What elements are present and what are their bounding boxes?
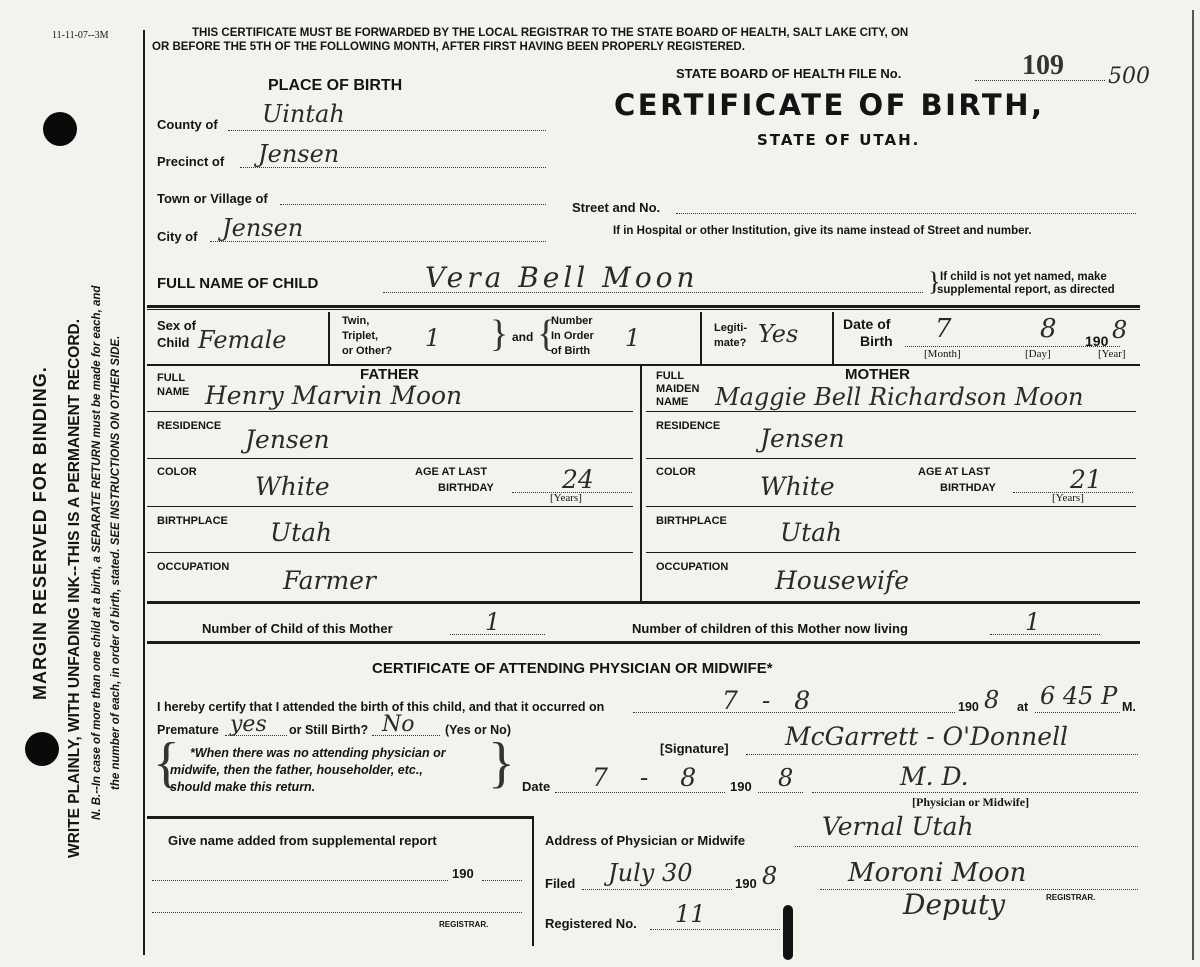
child-number-label: Number of Child of this Mother [202,621,393,636]
city-label: City of [157,229,198,244]
birth-day-label: [Day] [1025,348,1051,360]
father-occupation: Farmer [283,566,376,595]
mother-birthplace: Utah [780,518,843,547]
registered-label: Registered No. [545,916,637,931]
brace: } [928,267,941,296]
supplemental-heading: Give name added from supplemental report [168,833,437,848]
birth-date-label-2: Birth [860,333,893,349]
child-name-note-1: If child is not yet named, make [940,271,1107,283]
precinct-label: Precinct of [157,154,225,169]
father-name-label-1: FULL [157,372,186,384]
signature-date: 7 - 8 [592,763,709,792]
county-label: County of [157,117,218,132]
order-value: 1 [625,324,641,352]
binding-hole-top [43,112,77,146]
father-name-label-2: NAME [157,386,190,398]
mother-heading: MOTHER [845,366,910,383]
premature-label: Premature [157,723,219,737]
brace: { [153,732,180,794]
filed-date: July 30 [608,859,693,887]
birth-year: 8 [1112,316,1128,344]
stillbirth-label: or Still Birth? [289,723,369,737]
occurred-year-prefix: 190 [958,700,979,714]
attendant-note-3: should make this return. [170,780,316,794]
father-heading: FATHER [360,366,419,383]
margin-binding-text: MARGIN RESERVED FOR BINDING. [30,366,50,700]
brace: { [537,313,556,355]
city-value: Jensen [222,214,304,242]
signature-year: 8 [778,764,794,792]
margin-vertical-rule [143,30,145,955]
birth-year-label: [Year] [1098,348,1126,360]
premature-value: yes [230,712,267,737]
physician-title-label: [Physician or Midwife] [912,795,1030,809]
deputy-signature: Deputy [903,888,1006,921]
mother-years-label: [Years] [1052,492,1084,504]
mother-birthplace-label: BIRTHPLACE [656,515,727,527]
physician-heading: CERTIFICATE OF ATTENDING PHYSICIAN OR MIDWIFE* [372,660,773,677]
twin-label-2: Triplet, [342,330,379,342]
file-number-extra: 500 [1108,64,1150,89]
and-label: and [512,330,534,344]
physician-signature: McGarrett - O'Donnell [785,722,1069,751]
order-label-1: Number [551,315,593,327]
father-color: White [255,472,330,501]
filed-year: 8 [762,862,778,890]
county-value: Uintah [262,100,345,128]
father-color-label: COLOR [157,466,197,478]
yes-no-label: (Yes or No) [445,723,511,737]
birth-date-label-1: Date of [843,316,891,332]
brace: } [490,313,509,355]
binding-hole-bottom [25,732,59,766]
town-label: Town or Village of [157,191,268,206]
certify-text: I hereby certify that I attended the birth of this child, and that it occurred on [157,700,605,714]
twin-label-1: Twin, [342,315,370,327]
address-label: Address of Physician or Midwife [545,833,746,848]
signature-label: [Signature] [660,741,729,756]
forward-notice-2: OR BEFORE THE 5TH OF THE FOLLOWING MONTH, AFTER FIRST HAVING BEEN PROPERLY REGISTERED. [152,41,745,53]
mother-name-label-1: FULL [656,370,685,382]
legit-label-1: Legiti- [714,322,747,334]
mother-name-label-2: MAIDEN [656,383,700,395]
legit-value: Yes [758,320,799,348]
certificate-title: CERTIFICATE OF BIRTH, [614,88,1045,122]
mother-residence-label: RESIDENCE [656,420,721,432]
mother-age-label-1: AGE AT LAST [918,466,991,478]
place-of-birth-heading: PLACE OF BIRTH [268,77,403,94]
attendant-note-1: *When there was no attending physician or [190,746,446,760]
forward-notice-1: THIS CERTIFICATE MUST BE FORWARDED BY THE LOCAL REGISTRAR TO THE STATE BOARD OF HEALTH, SALT LAKE CITY, ON [192,27,909,39]
father-name: Henry Marvin Moon [205,381,463,410]
stillbirth-value: No [382,712,415,737]
sex-label-1: Sex of [157,318,197,333]
mother-occupation: Housewife [775,566,910,595]
meridiem-label: M. [1122,700,1136,714]
supplemental-registrar-label: REGISTRAR. [439,920,489,929]
mother-name: Maggie Bell Richardson Moon [715,383,1084,411]
mother-residence: Jensen [760,424,845,453]
children-living: 1 [1025,608,1041,636]
filed-year-prefix: 190 [735,876,757,891]
margin-nb-line1: N. B.--In case of more than one child at a birth, a SEPARATE RETURN must be made for each, and [91,285,103,820]
occurred-year: 8 [984,686,1000,714]
father-occupation-label: OCCUPATION [157,561,230,573]
birth-month: 7 [935,314,952,344]
father-residence: Jensen [245,425,330,454]
mother-name-label-3: NAME [656,396,689,408]
father-birthplace: Utah [270,518,333,547]
twin-label-3: or Other? [342,345,393,357]
precinct-value: Jensen [258,140,340,168]
father-age: 24 [562,465,594,494]
father-age-label-2: BIRTHDAY [438,482,494,494]
brace: } [488,732,515,794]
physician-title: M. D. [900,762,969,791]
sex-value: Female [198,326,287,354]
certificate-subtitle: STATE OF UTAH. [757,131,921,149]
father-years-label: [Years] [550,492,582,504]
child-name-label: FULL NAME OF CHILD [157,275,319,292]
mother-color-label: COLOR [656,466,696,478]
father-residence-label: RESIDENCE [157,420,222,432]
father-age-label-1: AGE AT LAST [415,466,488,478]
children-living-label: Number of children of this Mother now living [632,621,908,636]
child-name-note-2: supplemental report, as directed [937,284,1115,296]
birth-year-prefix: 190 [1085,333,1109,349]
physician-address: Vernal Utah [822,812,974,841]
legit-label-2: mate? [714,337,747,349]
date-label: Date [522,779,551,794]
occurred-time: 6 45 P [1040,682,1118,710]
file-number: 109 [1022,50,1064,81]
twin-value: 1 [425,324,441,352]
mother-age: 21 [1070,465,1102,494]
at-label: at [1017,700,1029,714]
sex-label-2: Child [157,335,190,350]
mother-age-label-2: BIRTHDAY [940,482,996,494]
form-code: 11-11-07--3M [52,30,109,41]
ink-mark [783,905,793,960]
mother-occupation-label: OCCUPATION [656,561,729,573]
child-name-value: Vera Bell Moon [425,261,699,294]
margin-ink-text: WRITE PLAINLY, WITH UNFADING INK--THIS IS A PERMANENT RECORD. [66,318,83,858]
child-number: 1 [485,608,501,636]
registrar-label: REGISTRAR. [1046,893,1096,902]
registered-number: 11 [675,900,706,928]
registrar-signature: Moroni Moon [848,858,1027,888]
margin-nb-line2: the number of each, in order of birth, stated. SEE INSTRUCTIONS ON OTHER SIDE. [110,335,122,790]
order-label-3: of Birth [551,345,591,357]
father-birthplace-label: BIRTHPLACE [157,515,228,527]
supplemental-year-prefix: 190 [452,866,474,881]
birth-day: 8 [1040,314,1057,344]
attendant-note-2: midwife, then the father, householder, etc., [170,763,423,777]
occurred-date: 7 - 8 [722,686,819,715]
street-label: Street and No. [572,200,661,215]
file-number-label: STATE BOARD OF HEALTH FILE No. [676,66,902,81]
filed-label: Filed [545,876,576,891]
hospital-note: If in Hospital or other Institution, give its name instead of Street and number. [613,225,1032,237]
mother-color: White [760,472,835,501]
order-label-2: In Order [551,330,594,342]
signature-year-prefix: 190 [730,779,752,794]
birth-month-label: [Month] [924,348,961,360]
